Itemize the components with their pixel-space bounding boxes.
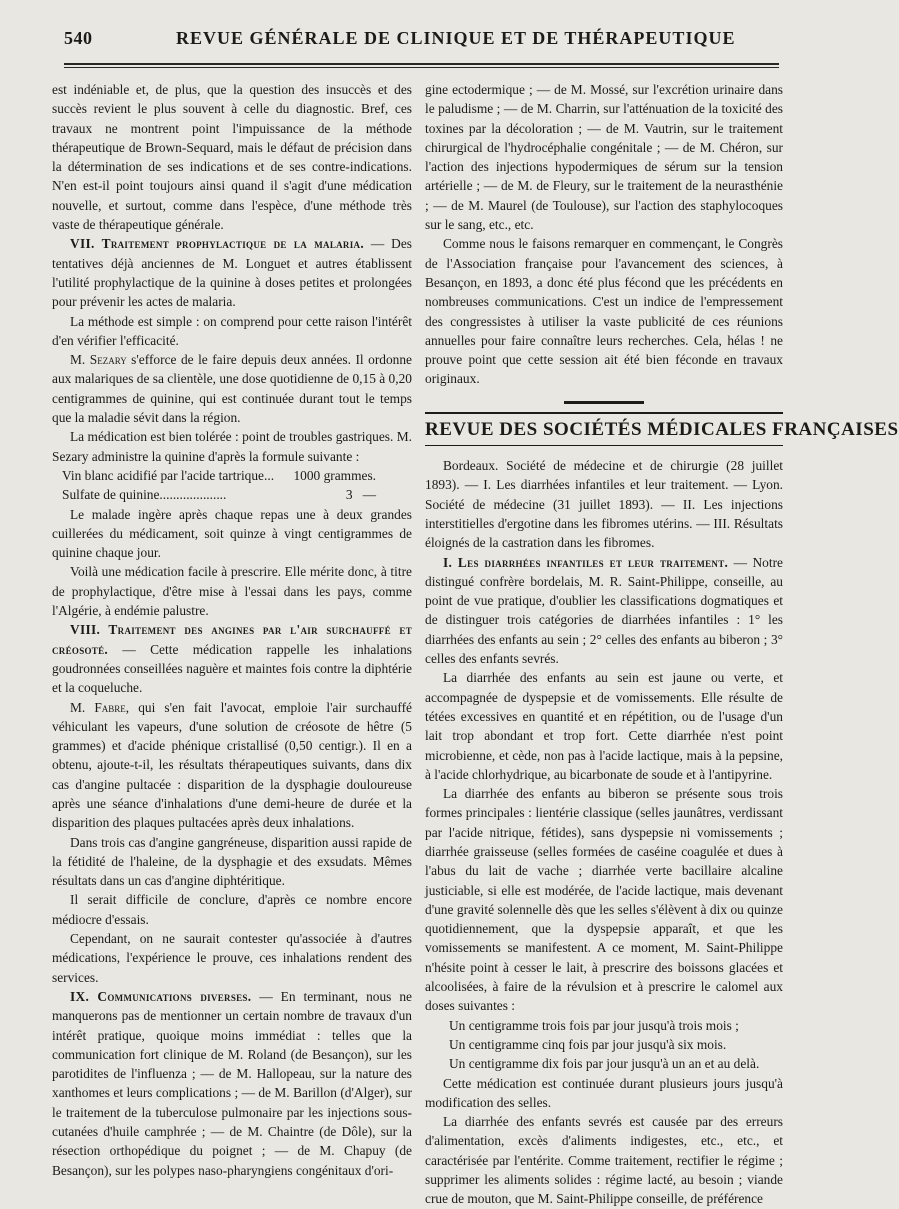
section-i: I. Les diarrhées infantiles et leur traitement. — Notre distingué confrère bordelais, M. R. Saint-Philippe, conseille, au point de vue pratique, d'oublier les classifications dogmatiques et de distinguer trois catégories de diarrhées infantiles : 1° les diarrhées des enfants au sein ; 2° celles des enfants au biberon ; 3° celles des enfants sevrés.	[425, 554, 783, 667]
dose-line: Un centigramme dix fois par jour jusqu'à un an et au delà.	[449, 1056, 760, 1072]
paragraph: est indéniable et, de plus, que la question des insuccès et des succès revient le plus souvent à celle du diagnostic. Bref, ces travaux ne montrent point l'impuissance de la méthode thérapeutique de Brown-Sequard, mais le défaut de précision dans la détermination de ses indications et de ses contre-indications. N'en est-il point toujours ainsi quand il s'agit d'une médication nouvelle, et surtout, comme dans l'espèce, d'une méthode très vaste de thérapeutique générale.	[52, 82, 412, 233]
section-heading: VII. Traitement prophylactique de la malaria.	[70, 236, 364, 252]
paragraph: gine ectodermique ; — de M. Mossé, sur l'excrétion urinaire dans le paludisme ; — de M. Charrin, sur l'atténuation de la toxicité des toxines par la décoloration ; — de M. Vautrin, sur le traitement chirurgical de l'hydrocéphalie congénitale ; — de M. Chéron, sur l'action des injections hypodermiques de sérum sur la tension artérielle ; — de M. de Fleury, sur le traitement de la neurasthénie ; — de M. Maurel (de Toulouse), sur l'action des staphylocoques sur le sang, etc., etc.	[425, 82, 783, 233]
formula-line: Sulfate de quinine.................... 3 —	[62, 487, 376, 503]
section-heading: I. Les diarrhées infantiles et leur traitement.	[443, 554, 729, 570]
right-column	[425, 80, 899, 1209]
header-rule	[64, 63, 779, 65]
section-title: REVUE DES SOCIÉTÉS MÉDICALES FRANÇAISES	[425, 418, 899, 440]
separator	[564, 401, 644, 404]
running-title: REVUE GÉNÉRALE DE CLINIQUE ET DE THÉRAPEUTIQUE	[176, 28, 736, 48]
header-rule-thin	[64, 67, 779, 68]
page-number: 540	[64, 28, 93, 48]
paragraph: Comme nous le faisons remarquer en commençant, le Congrès de l'Association française pour l'avancement des sciences, à Besançon, en 1893, a donc été plus fécond que les précédents en nombreuses communications. C'est un indice de l'empressement des congressistes à utiliser la vaste publicité de ces réunions annuelles pour faire connaître leurs recherches. Cela, hélas ! ne prouve point que cette session ait été bien féconde en travaux originaux.	[425, 236, 783, 387]
section-summary: Bordeaux. Société de médecine et de chirurgie (28 juillet 1893). — I. Les diarrhées infantiles et leur traitement. — Lyon. Société de médecine (31 juillet 1893). — II. Les injections interstitielles d'ergotine dans les fibromes utérins. — III. Résultats éloignés de la castration dans les fibromes.	[425, 458, 783, 551]
paragraph: Il serait difficile de conclure, d'après ce nombre encore médiocre d'essais.	[52, 892, 412, 927]
author-name: Sezary	[89, 352, 127, 368]
author-name: Fabre	[94, 699, 126, 715]
dose-line: Un centigramme trois fois par jour jusqu'à trois mois ;	[449, 1017, 739, 1033]
section-heading: IX. Communications diverses.	[70, 988, 252, 1004]
dose-line: Un centigramme cinq fois par jour jusqu'à six mois.	[449, 1036, 727, 1052]
section-rule	[425, 412, 783, 414]
paragraph: M. Sezary s'efforce de le faire depuis deux années. Il ordonne aux malariques de sa clientèle, une dose quotidienne de 0,15 à 0,20 centigrammes de quinine, qui est continuée durant tout le temps que la maladie sévit dans la région.	[52, 352, 412, 426]
paragraph: La diarrhée des enfants sevrés est causée par des erreurs d'alimentation, excès d'aliments indigestes, etc., etc., et caractérisée par l'entérite. Comme traitement, rectifier le régime ; supprimer les aliments solides : régime lacté, au besoin ; viande crue de mouton, que M. Saint-Philippe conseille, de préférence	[425, 1114, 783, 1207]
paragraph: La méthode est simple : on comprend pour cette raison l'intérêt d'en vérifier l'efficacité.	[52, 313, 412, 348]
paragraph: Le malade ingère après chaque repas une à deux grandes cuillerées du médicament, soit quinze à vingt centigrammes de quinine chaque jour.	[52, 506, 412, 561]
page-header	[64, 28, 779, 56]
section-heading: VIII. Traitement des angines par l'air surchauffé et créosoté.	[52, 622, 412, 657]
paragraph: Cependant, on ne saurait contester qu'associée à d'autres médications, l'expérience le prouve, ces inhalations rendent des services.	[52, 931, 412, 985]
paragraph: La médication est bien tolérée : point de troubles gastriques. M. Sezary administre la quinine d'après la formule suivante :	[52, 429, 412, 464]
paragraph: Cette médication est continuée durant plusieurs jours jusqu'à modification des selles.	[425, 1075, 783, 1110]
section-viii: VIII. Traitement des angines par l'air surchauffé et créosoté. — Cette médication rappelle les inhalations goudronnées conseillées naguère et maintes fois contre la diphtérie et la coqueluche.	[52, 622, 412, 696]
paragraph: Voilà une médication facile à prescrire. Elle mérite donc, à titre de prophylactique, d'être mise à l'essai dans les pays, comme l'Algérie, à endémie palustre.	[52, 564, 412, 619]
section-vii: VII. Traitement prophylactique de la malaria. — Des tentatives déjà anciennes de M. Longuet et autres établissent l'utilité prophylactique de la quinine à doses petites et prolongées pour prévenir les actes de malaria.	[52, 236, 412, 310]
section-rule	[425, 445, 783, 446]
paragraph: La diarrhée des enfants au biberon se présente sous trois formes principales : lientérie classique (selles jaunâtres, verdissant par l'acide nitrique, fétides), sans dyspepsie ni vomissements ; diarrhée graisseuse (selles formées de caséine coagulée et dues à l'abus du lait de vache ; diarrhée verte bacillaire alcaline justiciable, si elle est modérée, de l'acide lactique, mais devenant d'une gravité solennelle dès que les selles s'élèvent à dix ou quinze quotidiennement, que la dyspepsie apparaît, et que les vomissements se manifestent. A ce moment, M. Saint-Philippe n'hésite point à cesser le lait, à prescrire des boissons glacées et alcoolisées, à faire de la révulsion et à prescrire le calomel aux doses suivantes :	[425, 786, 783, 1014]
formula-line: Vin blanc acidifié par l'acide tartrique... 1000 grammes.	[62, 467, 376, 483]
section-ix: IX. Communications diverses. — En terminant, nous ne manquerons pas de mentionner un certain nombre de travaux d'un intérêt pratique, quoique moins immédiat : telles que la communication fort clinique de M. Roland (de Besançon), sur les parotidites de l'influenza ; — de M. Hallopeau, sur la nature des xanthomes et leurs complications ; — de M. Barillon (d'Alger), sur le traitement de la tuberculose pulmonaire par les injections sous-cutanées d'huile camphrée ; — de M. Chaintre (de Dôle), sur la résection orthopédique du poignet ; — de M. Chapuy (de Besançon), sur les polypes naso-pharyngiens congénitaux d'ori-	[52, 988, 412, 1178]
left-column	[52, 80, 412, 1180]
paragraph: Dans trois cas d'angine gangréneuse, disparition aussi rapide de la fétidité de l'haleine, de la dysphagie et des exsudats. Mêmes résultats dans un cas d'angine diphtéritique.	[52, 834, 412, 889]
paragraph: La diarrhée des enfants au sein est jaune ou verte, et accompagnée de dyspepsie et de vomissements. Elle résulte de tétées excessives en quantité et en répétition, ou de l'usage d'un lait trop abondant et trop fort. Cette diarrhée n'est point microbienne, et cède, non pas à l'acide lactique, mais à la pepsine, à l'acide chlorhydrique, au bicarbonate de soude et à l'antipyrine.	[425, 670, 783, 782]
paragraph: M. Fabre, qui s'en fait l'avocat, emploie l'air surchauffé véhiculant les vapeurs, d'une solution de créosote de hêtre (5 grammes) et d'acide phénique cristallisé (0,50 centigr.). Il en a obtenu, ajoute-t-il, les résultats thérapeutiques suivants, dans dix cas d'angine pultacée : disparition de la dysphagie douloureuse après une séance d'inhalations d'une demi-heure de durée et la disparition des plaques pultacées après deux inhalations.	[52, 699, 412, 831]
